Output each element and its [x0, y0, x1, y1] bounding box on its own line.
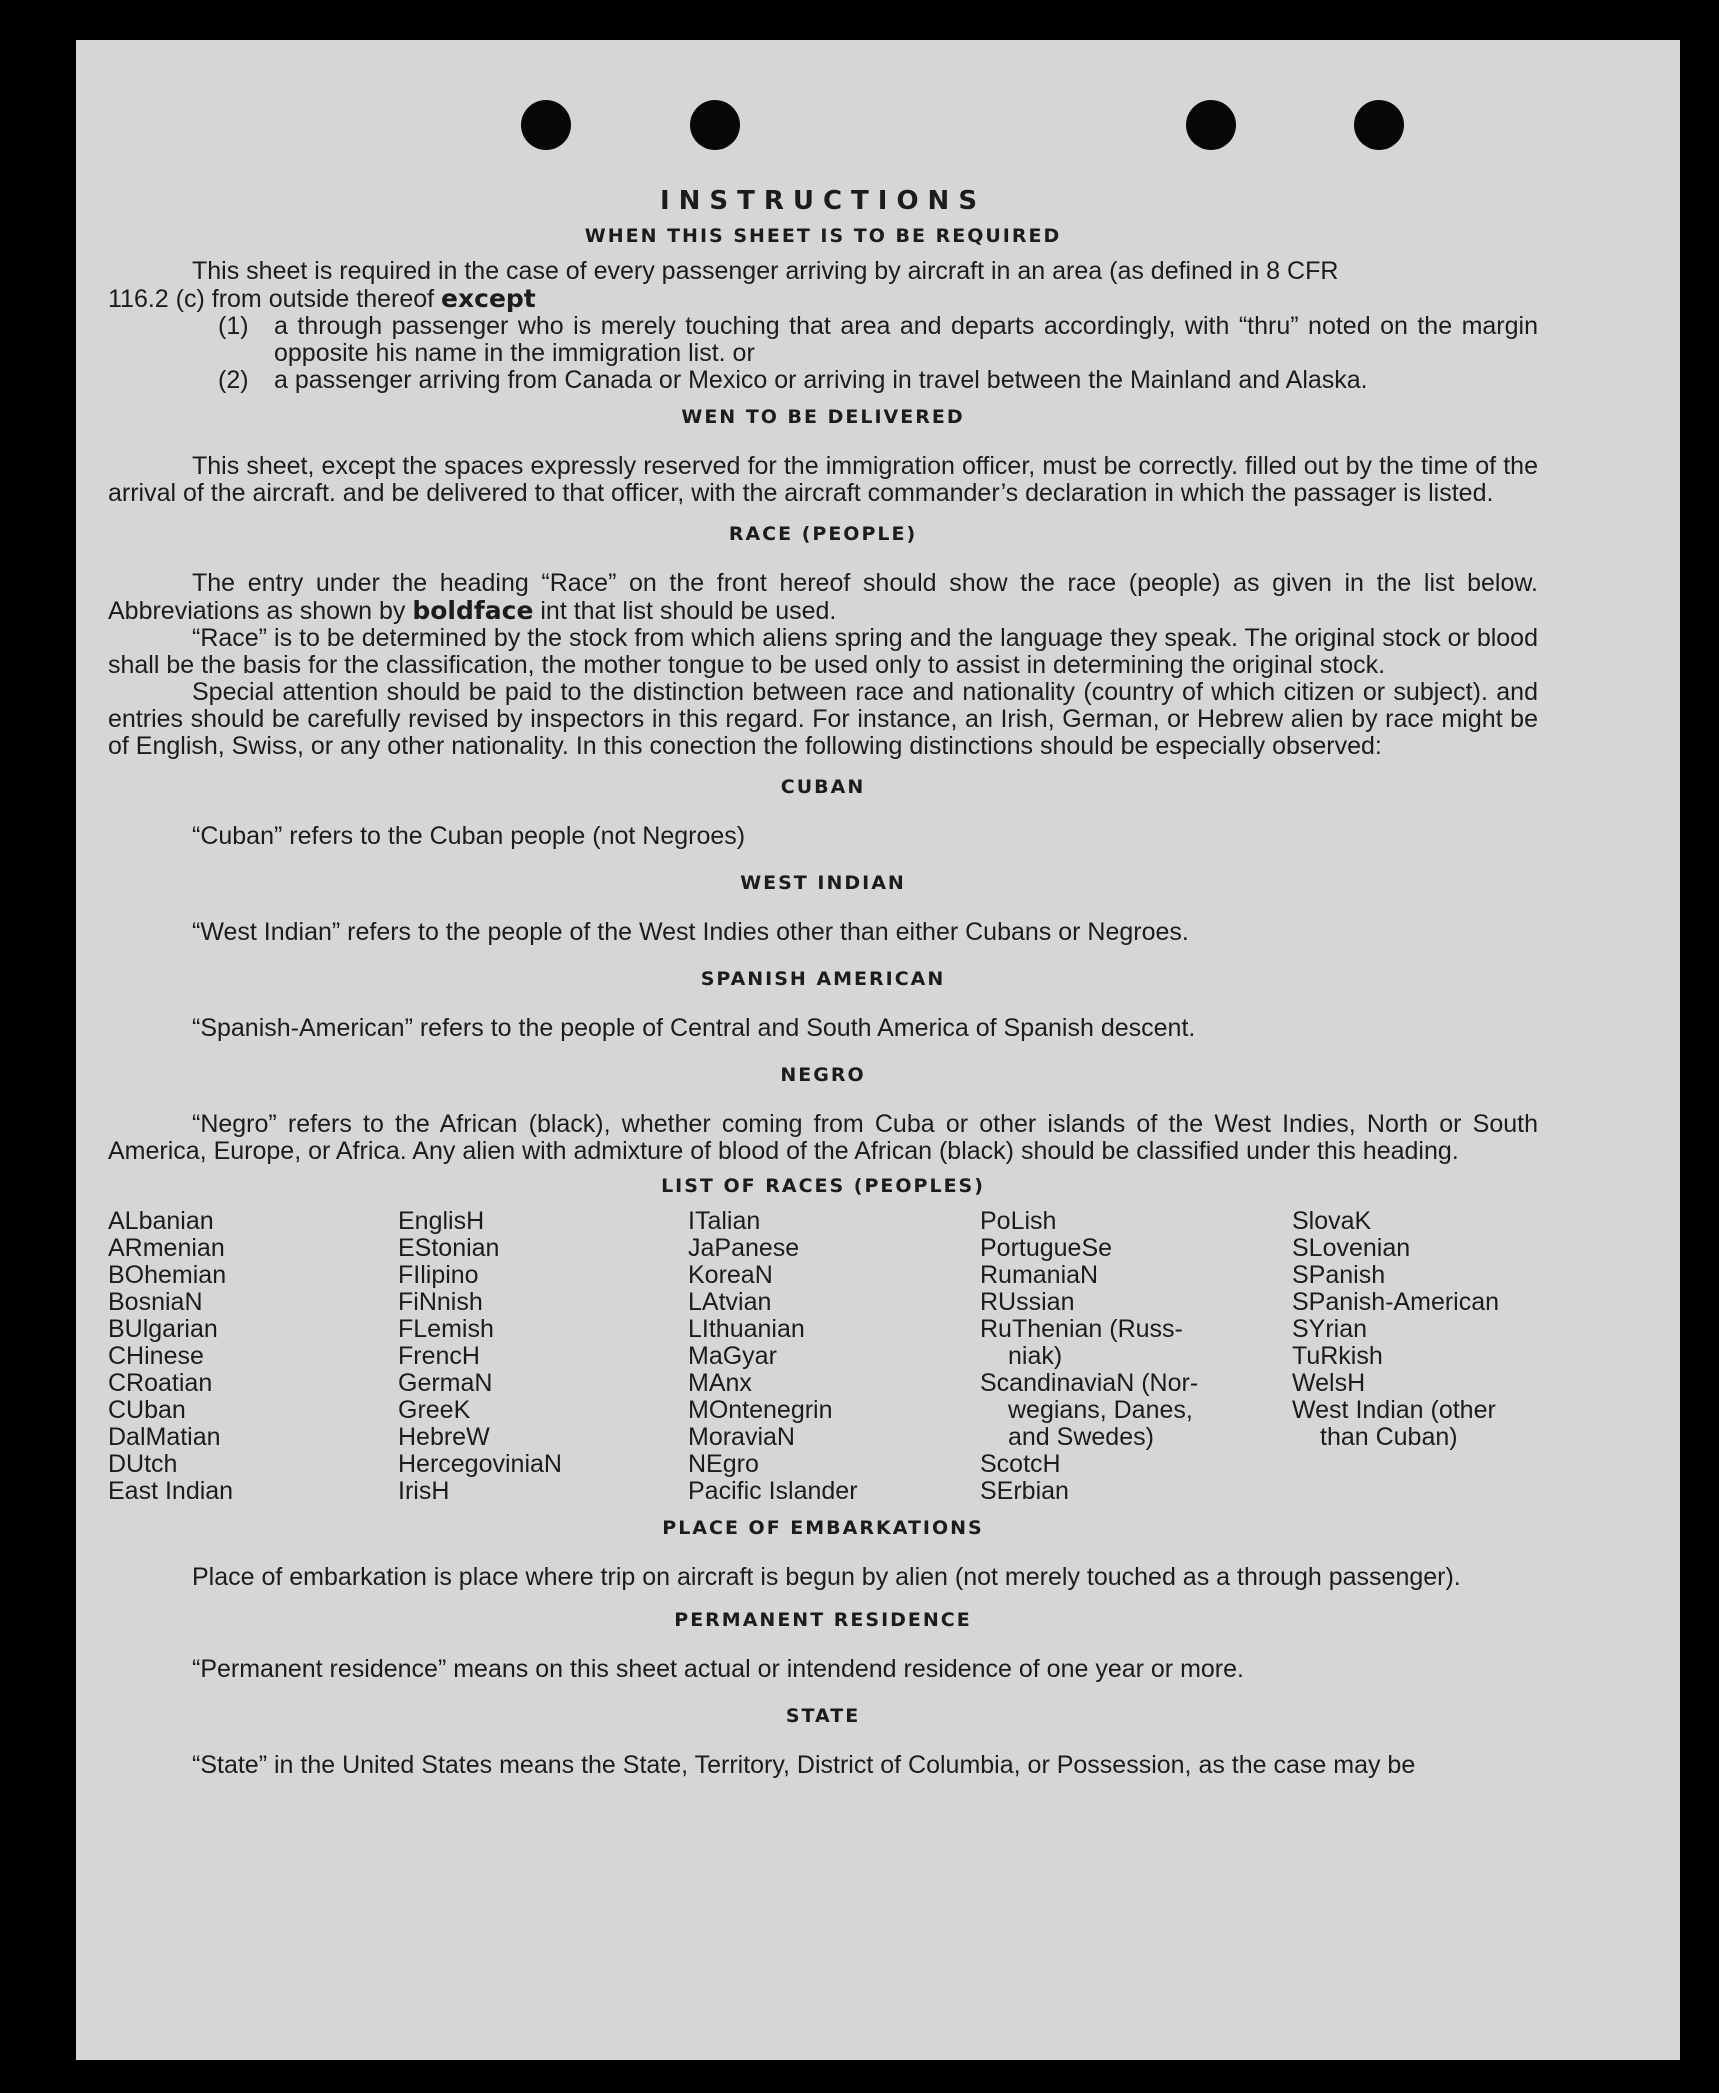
punch-hole	[1186, 100, 1236, 150]
instructions-body	[108, 188, 1538, 1779]
punch-hole	[1354, 100, 1404, 150]
paragraph: This sheet is required in the case of every passenger arriving by aircraft in an area (as defined in 8 CFR 116.2 (c) from outside thereof except	[108, 257, 1339, 313]
section-heading: WHEN THIS SHEET IS TO BE REQUIRED	[584, 225, 1062, 247]
races-column: SlovaK SLovenian SPanish SPanish-American SYrian TuRkish WelsH West Indian (other than Cuban)	[1292, 1207, 1500, 1451]
races-column: ALbanian ARmenian BOhemian BosniaN BUlgarian CHinese CRoatian CUban DalMatian DUtch East Indian	[108, 1207, 234, 1505]
page-title: INSTRUCTIONS	[659, 186, 987, 216]
list-item: (1) a through passenger who is merely touching that area and departs accordingly, with “thru” noted on the margin opposite his name in the immigration list. or	[218, 312, 1538, 367]
section-heading: NEGRO	[780, 1064, 866, 1086]
paragraph: “Cuban” refers to the Cuban people (not Negroes)	[192, 822, 746, 850]
paragraph: “Spanish-American” refers to the people of Central and South America of Spanish descent.	[192, 1014, 1196, 1042]
section-heading: PERMANENT RESIDENCE	[674, 1609, 972, 1631]
paragraph: “Permanent residence” means on this sheet actual or intendend residence of one year or more.	[192, 1655, 1244, 1683]
section-heading: CUBAN	[780, 776, 866, 798]
section-heading: PLACE OF EMBARKATIONS	[662, 1517, 984, 1539]
paragraph: “Race” is to be determined by the stock from which aliens spring and the language they speak. The original stock or blood shall be the basis for the classification, the mother tongue to be used only to assist in determining the original stock.	[108, 624, 1538, 679]
paragraph: “Negro” refers to the African (black), whether coming from Cuba or other islands of the West Indies, North or South America, Europe, or Africa. Any alien with admixture of blood of the African (black) should be classified under this heading.	[108, 1110, 1538, 1165]
section-heading: WEST INDIAN	[740, 872, 906, 894]
punch-hole	[521, 100, 571, 150]
section-heading: SPANISH AMERICAN	[700, 968, 946, 990]
races-list	[108, 1208, 1538, 1505]
races-column: PoLish PortugueSe RumaniaN RUssian RuThenian (Russ- niak) ScandinaviaN (Nor- wegians, Danes, and Swedes) ScotcH SErbian	[980, 1207, 1199, 1505]
paragraph: The entry under the heading “Race” on the front hereof should show the race (people) as given in the list below. Abbreviations as shown by boldface int that list should be used.	[108, 569, 1538, 625]
races-column: ITalian JaPanese KoreaN LAtvian LIthuanian MaGyar MAnx MOntenegrin MoraviaN NEgro Pacific Islander	[688, 1207, 858, 1505]
section-heading: STATE	[785, 1705, 861, 1727]
section-heading: RACE (PEOPLE)	[728, 523, 918, 545]
punch-hole	[690, 100, 740, 150]
document-sheet	[76, 40, 1680, 2060]
paragraph: Special attention should be paid to the distinction between race and nationality (country of which citizen or subject). and entries should be carefully revised by inspectors in this regard. For instance, an Irish, German, or Hebrew alien by race might be of English, Swiss, or any other nationality. In this conection the following distinctions should be especially observed:	[108, 678, 1538, 760]
races-column: EnglisH EStonian FIlipino FiNnish FLemish FrencH GermaN GreeK HebreW HercegoviniaN IrisH	[398, 1207, 562, 1505]
paragraph: “West Indian” refers to the people of the West Indies other than either Cubans or Negroes.	[192, 918, 1189, 946]
paragraph: This sheet, except the spaces expressly reserved for the immigration officer, must be correctly. filled out by the time of the arrival of the aircraft. and be delivered to that officer, with the aircraft commander’s declaration in which the passager is listed.	[108, 452, 1538, 507]
paragraph: “State” in the United States means the State, Territory, District of Columbia, or Possession, as the case may be	[192, 1751, 1416, 1779]
section-heading: LIST OF RACES (PEOPLES)	[661, 1175, 985, 1197]
paragraph: Place of embarkation is place where trip on aircraft is begun by alien (not merely touched as a through passenger).	[192, 1563, 1461, 1591]
section-heading: WEN TO BE DELIVERED	[681, 406, 965, 428]
list-item: (2) a passenger arriving from Canada or Mexico or arriving in travel between the Mainland and Alaska.	[218, 366, 1368, 394]
